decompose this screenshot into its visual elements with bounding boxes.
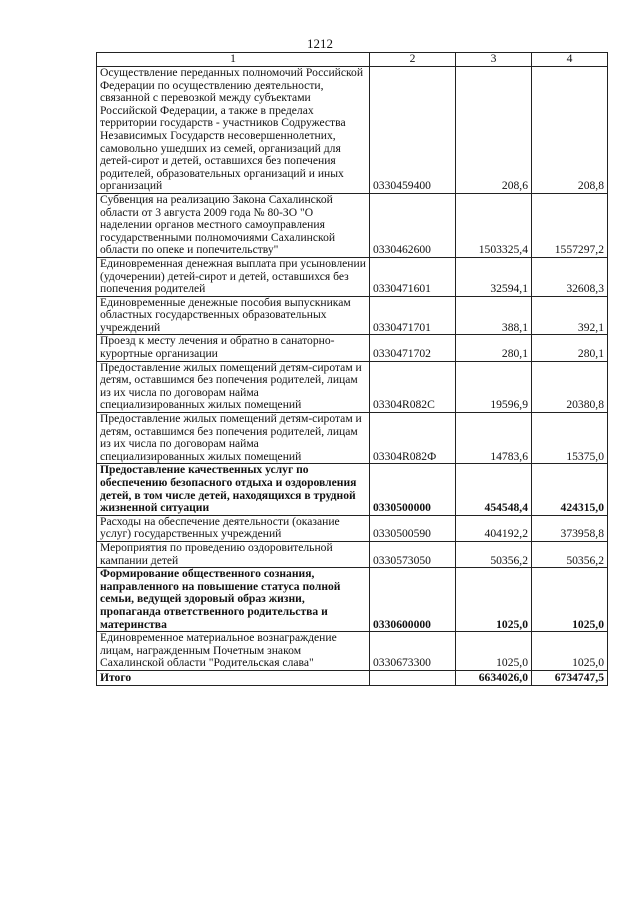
column-header-2: 2 [370,53,456,67]
row-code: 0330673300 [370,632,456,671]
table-row [97,67,608,194]
table-row [97,361,608,412]
row-code: 0330471601 [370,257,456,296]
table-row [97,568,608,632]
row-name: Формирование общественного сознания, направленного на повышение статуса полной семьи, ведущей здоровый образ жизни, пропаганда ответственного родительства и материнства [97,568,370,632]
row-value-col4: 15375,0 [532,413,608,464]
row-code: 0330573050 [370,541,456,567]
row-value-col4: 1025,0 [532,568,608,632]
row-value-col4: 32608,3 [532,257,608,296]
row-value-col3: 1025,0 [456,568,532,632]
row-value-col3: 50356,2 [456,541,532,567]
table-row [97,193,608,257]
row-code: 0330500590 [370,515,456,541]
row-value-col3: 14783,6 [456,413,532,464]
row-value-col4: 208,8 [532,67,608,194]
row-value-col3: 454548,4 [456,464,532,515]
row-name: Предоставление жилых помещений детям-сиротам и детям, оставшимся без попечения родителей, лицам из их числа по договорам найма специализированных жилых помещений [97,361,370,412]
row-code: 0330471701 [370,296,456,335]
total-value-col4: 6734747,5 [532,670,608,685]
row-name: Предоставление жилых помещений детям-сиротам и детям, оставшимся без попечения родителей, лицам из их числа по договорам найма специализированных жилых помещений [97,413,370,464]
table-row [97,464,608,515]
table-row [97,296,608,335]
row-value-col4: 424315,0 [532,464,608,515]
row-value-col4: 280,1 [532,335,608,361]
total-label: Итого [97,670,370,685]
total-row [97,670,608,685]
row-value-col3: 404192,2 [456,515,532,541]
table-row [97,515,608,541]
row-name: Проезд к месту лечения и обратно в санаторно-курортные организации [97,335,370,361]
row-name: Осуществление переданных полномочий Российской Федерации по осуществлению деятельности, связанной с перевозкой между субъектами Российской Федерации, а также в пределах территории государств - участников Содружества Независимых Государств несовершеннолетних, самовольно ушедших из семей, организаций для детей-сирот и детей, оставшихся без попечения родителей, образовательных организаций и иных организаций [97,67,370,194]
total-code [370,670,456,685]
row-value-col3: 19596,9 [456,361,532,412]
table-row [97,541,608,567]
row-value-col4: 373958,8 [532,515,608,541]
row-code: 03304R082Ф [370,413,456,464]
row-value-col3: 280,1 [456,335,532,361]
row-name: Единовременная денежная выплата при усыновлении (удочерении) детей-сирот и детей, оставшихся без попечения родителей [97,257,370,296]
row-code: 03304R082C [370,361,456,412]
row-code: 0330459400 [370,67,456,194]
total-value-col3: 6634026,0 [456,670,532,685]
row-value-col4: 1025,0 [532,632,608,671]
row-value-col4: 392,1 [532,296,608,335]
row-value-col3: 208,6 [456,67,532,194]
row-name: Расходы на обеспечение деятельности (оказание услуг) государственных учреждений [97,515,370,541]
column-header-4: 4 [532,53,608,67]
row-code: 0330471702 [370,335,456,361]
row-code: 0330462600 [370,193,456,257]
row-name: Предоставление качественных услуг по обеспечению безопасного отдыха и оздоровления детей, в том числе детей, находящихся в трудной жизненной ситуации [97,464,370,515]
table-row [97,335,608,361]
row-value-col4: 50356,2 [532,541,608,567]
column-header-1: 1 [97,53,370,67]
budget-table [96,52,608,686]
table-row [97,257,608,296]
header-row [97,53,608,67]
row-value-col3: 388,1 [456,296,532,335]
row-value-col4: 20380,8 [532,361,608,412]
row-value-col3: 32594,1 [456,257,532,296]
row-name: Мероприятия по проведению оздоровительной кампании детей [97,541,370,567]
row-name: Субвенция на реализацию Закона Сахалинской области от 3 августа 2009 года № 80-ЗО "О наделении органов местного самоуправления государственными полномочиями Сахалинской области по опеке и попечительству" [97,193,370,257]
row-code: 0330500000 [370,464,456,515]
table-row [97,632,608,671]
column-header-3: 3 [456,53,532,67]
row-name: Единовременные денежные пособия выпускникам областных государственных образовательных учреждений [97,296,370,335]
row-code: 0330600000 [370,568,456,632]
page-number: 1212 [307,36,333,51]
row-value-col4: 1557297,2 [532,193,608,257]
row-value-col3: 1025,0 [456,632,532,671]
row-value-col3: 1503325,4 [456,193,532,257]
row-name: Единовременное материальное вознаграждение лицам, награжденным Почетным знаком Сахалинской области "Родительская слава" [97,632,370,671]
table-row [97,413,608,464]
